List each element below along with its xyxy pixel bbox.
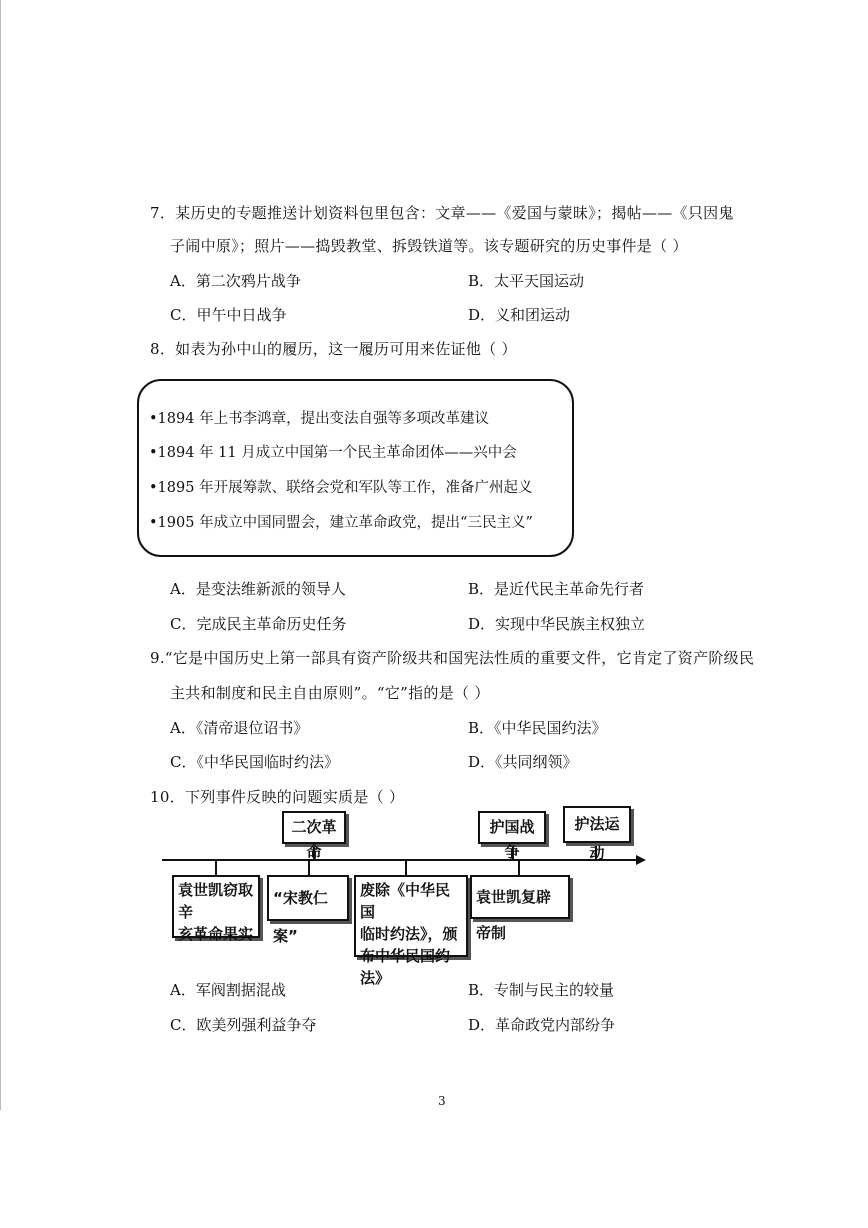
event-national-protection-war: 护国战争 [478,811,546,844]
q8-option-b[interactable]: B．是近代民主革命先行者 [468,580,645,598]
tick-bottom-1 [215,861,217,875]
q10-option-a[interactable]: A．军阀割据混战 [170,981,286,999]
event-yuan-usurps-line1: 袁世凯窃取辛 [178,881,254,921]
event-abolish-line1: 废除《中华民国 [360,881,451,921]
scan-edge-line [0,0,1,1110]
event-yuan-restores-line1: 袁世凯复辟帝制 [476,888,552,942]
q9-stem-line1: 9.“它是中国历史上第一部具有资产阶级共和国宪法性质的重要文件，它肯定了资产阶级民 [150,649,755,667]
resume-box [137,379,574,557]
q8-option-d[interactable]: D．实现中华民族主权独立 [468,615,646,633]
q10-stem: 10．下列事件反映的问题实质是（ ） [150,788,405,806]
q9-option-d[interactable]: D．《共同纲领》 [468,753,578,771]
event-yuan-usurps-line2: 亥革命果实 [178,925,254,943]
q9-option-a[interactable]: A．《清帝退位诏书》 [170,719,309,737]
event-constitution-protection-movement: 护法运动 [563,806,631,843]
q8-option-a[interactable]: A．是变法维新派的领导人 [170,580,346,598]
timeline-axis [162,859,638,861]
event-abolish-line3: 布中华民国约法》 [360,947,451,987]
q9-option-c[interactable]: C．《中华民国临时约法》 [170,753,339,771]
q7-stem-line2: 子闹中原》；照片——捣毁教堂、拆毁铁道等。该专题研究的历史事件是（ ） [170,237,688,255]
q8-stem: 8．如表为孙中山的履历，这一履历可用来佐证他（ ） [150,340,517,358]
page-number: 3 [438,1094,446,1108]
q7-stem-line1: 7．某历史的专题推送计划资料包里包含：文章——《爱国与蒙昧》；揭帖——《只因鬼 [150,204,734,222]
q10-option-c[interactable]: C．欧美列强利益争夺 [170,1016,317,1034]
event-abolish-provisional-constitution [354,875,468,987]
q10-option-b[interactable]: B．专制与民主的较量 [468,981,615,999]
q7-option-d[interactable]: D．义和团运动 [468,306,571,324]
tick-bottom-3 [405,861,407,875]
q10-option-d[interactable]: D．革命政党内部纷争 [468,1016,616,1034]
resume-item-1: •1894 年上书李鸿章，提出变法自强等多项改革建议 [149,411,490,427]
q7-option-b[interactable]: B．太平天国运动 [468,272,585,290]
event-abolish-line2: 临时约法》，颁 [360,925,458,943]
q9-option-b[interactable]: B．《中华民国约法》 [468,719,607,737]
resume-item-3: •1895 年开展筹款、联络会党和军队等工作，准备广州起义 [149,480,533,496]
q7-option-a[interactable]: A．第二次鸦片战争 [170,272,301,290]
event-yuan-usurps-revolution [172,875,260,943]
resume-item-2: •1894 年 11 月成立中国第一个民主革命团体——兴中会 [149,445,517,461]
event-yuan-restores-monarchy [470,875,570,942]
q8-option-c[interactable]: C．完成民主革命历史任务 [170,615,347,633]
timeline-arrow-icon [636,855,646,865]
q7-option-c[interactable]: C．甲午中日战争 [170,306,287,324]
resume-item-4: •1905 年成立中国同盟会，建立革命政党，提出“三民主义” [149,515,533,531]
q9-stem-line2: 主共和制度和民主自由原则”。“它”指的是（ ） [170,684,490,702]
event-song-jiaoren-line1: “宋教仁案” [273,889,328,945]
event-second-revolution: 二次革命 [282,811,346,844]
event-song-jiaoren-case [267,875,349,945]
